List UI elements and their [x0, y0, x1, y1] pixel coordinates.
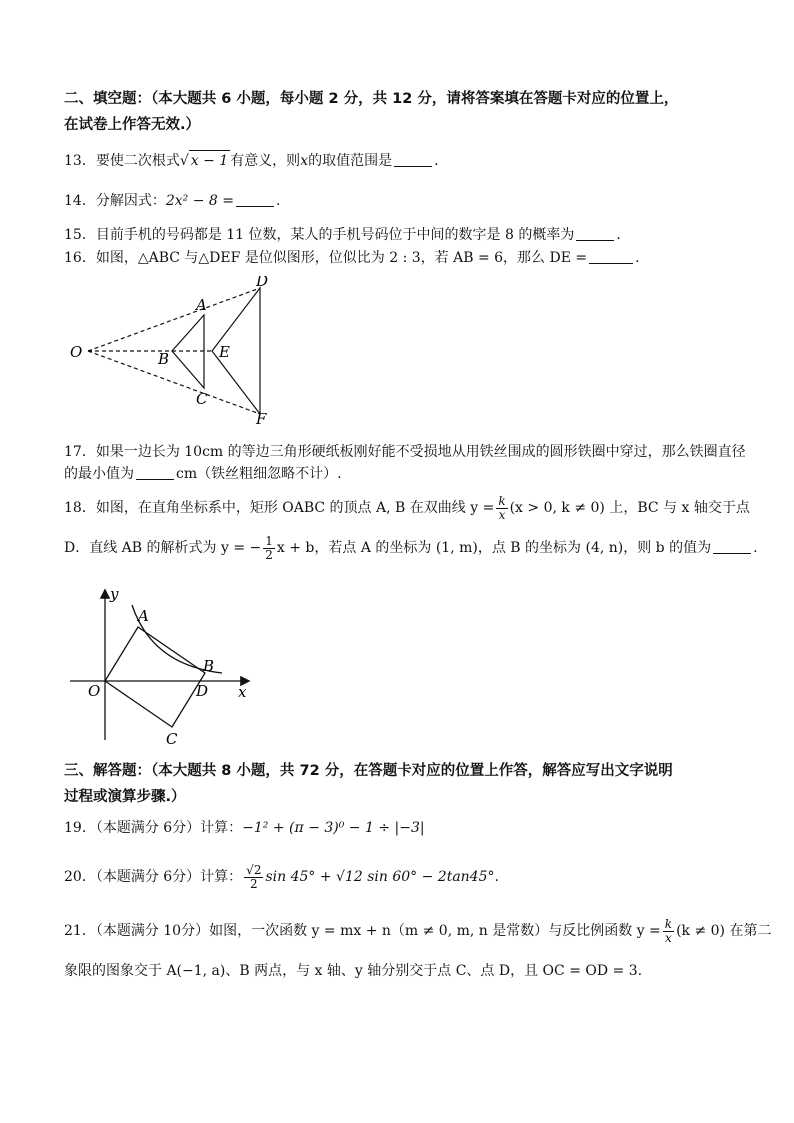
- label-d: D: [256, 276, 269, 290]
- question-19: [64, 818, 425, 838]
- q18-fraction-half: $\frac{1}{2}$: [265, 533, 273, 562]
- label-c: C: [196, 390, 208, 408]
- label-x-axis: x: [238, 683, 247, 701]
- q13-suffix: 有意义，则: [230, 153, 301, 169]
- label-d: D: [196, 682, 209, 700]
- q20-fraction-sqrt2-over-2: $\frac{√2}{2}$: [246, 862, 262, 891]
- q21-line1-prefix: 21．（本题满分 10分）如图，一次函数 y = mx + n（m ≠ 0, m, n 是常数）与反比例函数 y =: [64, 923, 661, 939]
- q20-prefix: 20．（本题满分 6分）计算：: [64, 869, 243, 885]
- q19-prefix: 19．（本题满分 6分）计算：: [64, 820, 243, 836]
- q14-end: .: [275, 193, 281, 209]
- answer-blank: [589, 249, 633, 264]
- label-c: C: [166, 730, 178, 748]
- label-o: O: [70, 343, 83, 361]
- section-2-heading: [64, 86, 754, 138]
- q19-expr: −1² + (π − 3)⁰ − 1 ÷ |−3|: [242, 820, 425, 836]
- section-3-heading: [64, 758, 754, 810]
- q17-line2-prefix: 的最小值为: [64, 466, 134, 482]
- rectangle-oabc: [105, 627, 205, 727]
- question-15: [64, 225, 621, 245]
- ray-o-d: [88, 288, 260, 351]
- q14-prefix: 14．分解因式：: [64, 193, 166, 209]
- question-17: [64, 442, 746, 462]
- q18-line2-prefix: D．直线 AB 的解析式为 y = −: [64, 540, 262, 556]
- question-14: [64, 191, 280, 211]
- section-2-heading-line1: 二、填空题：（本大题共 6 小题，每小题 2 分，共 12 分，请将答案填在答题卡对应的位置上，: [64, 91, 679, 107]
- q17-line2-suffix: cm（铁丝粗细忽略不计）.: [176, 466, 342, 482]
- label-f: F: [256, 410, 267, 426]
- figure-16-homothety: [60, 276, 280, 426]
- question-21-line2: [64, 961, 642, 981]
- section-3-heading-line1: 三、解答题：（本大题共 8 小题，共 72 分，在答题卡对应的位置上作答，解答应写出文字说明: [64, 763, 673, 779]
- q18-fraction-k-over-x: $\frac{k}{x}$: [498, 493, 506, 522]
- q13-end: .: [434, 153, 439, 169]
- question-13: [64, 150, 439, 171]
- section-3-heading-line2: 过程或演算步骤.）: [64, 789, 186, 805]
- q16-end: .: [635, 250, 640, 266]
- label-a: A: [196, 296, 207, 314]
- q21-fraction-k-over-x: $\frac{k}{x}$: [664, 916, 673, 945]
- section-2-heading-line2: 在试卷上作答无效.）: [64, 117, 201, 133]
- q21-line2: 象限的图象交于 A(−1, a)、B 两点，与 x 轴、y 轴分别交于点 C、点 D，且 OC = OD = 3.: [64, 963, 643, 979]
- question-17-line2: [64, 464, 342, 484]
- question-18: [64, 494, 750, 522]
- q17-line1: 17．如果一边长为 10cm 的等边三角形硬纸板刚好能不受损地从用铁丝围成的圆形铁圈中穿过，那么铁圈直径: [64, 444, 746, 460]
- q13-var: x: [300, 153, 309, 169]
- label-b: B: [158, 350, 170, 368]
- label-b: B: [203, 657, 215, 675]
- question-21: [64, 916, 771, 946]
- answer-blank: [713, 539, 751, 554]
- q18-line1-prefix: 18．如图，在直角坐标系中，矩形 OABC 的顶点 A, B 在双曲线 y =: [64, 500, 495, 516]
- q18-line2-mid: x + b，若点 A 的坐标为 (1, m)，点 B 的坐标为 (4, n)，则 b 的值为: [276, 540, 712, 556]
- q20-end: .: [494, 869, 499, 885]
- answer-blank: [136, 465, 174, 480]
- question-20: [64, 860, 499, 894]
- label-a: A: [138, 607, 149, 625]
- q18-line1-cond: (x > 0, k ≠ 0) 上，BC 与 x 轴交于点: [509, 500, 750, 516]
- q13-prefix: 13．要使二次根式: [64, 153, 180, 169]
- ray-o-f: [88, 351, 260, 414]
- q21-line1-suffix: (k ≠ 0) 在第二: [676, 923, 772, 939]
- q15-end: .: [616, 227, 621, 243]
- answer-blank: [576, 226, 614, 241]
- q16-text: 16．如图，△ABC 与△DEF 是位似图形，位似比为 2 : 3，若 AB = 6，那么 DE =: [64, 250, 588, 266]
- answer-blank: [394, 152, 432, 167]
- q13-suffix2: 的取值范围是: [308, 153, 393, 169]
- q13-radicand: x − 1: [189, 150, 230, 171]
- label-e: E: [219, 343, 230, 361]
- q18-end: .: [753, 540, 758, 556]
- q14-expr: 2x² − 8 =: [165, 193, 234, 209]
- question-16: [64, 248, 640, 268]
- sqrt-symbol: √: [179, 153, 189, 169]
- figure-18-coordinate-plane: [62, 585, 262, 750]
- answer-blank: [236, 192, 274, 207]
- question-18-line2: [64, 534, 758, 562]
- q20-expr-rest: sin 45° + √12 sin 60° − 2tan45°: [265, 869, 495, 885]
- label-o: O: [88, 682, 101, 700]
- label-y-axis: y: [110, 585, 119, 603]
- q15-text: 15．目前手机的号码都是 11 位数，某人的手机号码位于中间的数字是 8 的概率为: [64, 227, 575, 243]
